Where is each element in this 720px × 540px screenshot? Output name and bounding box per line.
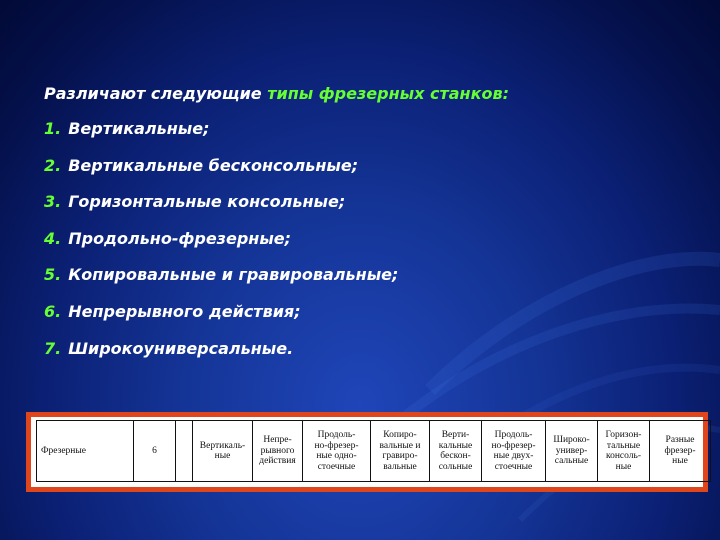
list-item bbox=[44, 302, 684, 322]
list-item bbox=[44, 265, 684, 285]
classification-table-frame bbox=[26, 412, 708, 492]
table-cell: Непре- рывного действия bbox=[253, 421, 303, 482]
list-item bbox=[44, 156, 684, 176]
list-item bbox=[44, 339, 684, 359]
classification-table bbox=[36, 420, 711, 482]
slide-content bbox=[44, 84, 684, 375]
table-cell: Верти- кальные бескон- сольные bbox=[430, 421, 482, 482]
list-item-number: 2. bbox=[44, 155, 62, 175]
machine-type-list bbox=[44, 119, 684, 359]
intro-highlight: типы фрезерных станков: bbox=[267, 84, 509, 103]
table-cell: Разные фрезер- ные bbox=[650, 421, 711, 482]
table-cell: Фрезерные bbox=[37, 421, 134, 482]
list-item-text: Вертикальные бесконсольные; bbox=[68, 155, 359, 175]
table-cell: Широко- универ- сальные bbox=[546, 421, 598, 482]
list-item-number: 7. bbox=[44, 338, 62, 358]
list-item bbox=[44, 229, 684, 249]
list-item-number: 1. bbox=[44, 119, 62, 138]
list-item-text: Непрерывного действия; bbox=[68, 301, 301, 321]
list-item-text: Вертикальные; bbox=[68, 119, 210, 138]
table-cell: 6 bbox=[134, 421, 176, 482]
list-item-text: Копировальные и гравировальные; bbox=[68, 265, 399, 285]
table-cell: Горизон- тальные консоль- ные bbox=[598, 421, 650, 482]
table-cell: Продоль- но-фрезер- ные двух- стоечные bbox=[482, 421, 546, 482]
list-item-text: Широкоуниверсальные. bbox=[68, 338, 294, 358]
table-row bbox=[37, 421, 711, 482]
intro-text: Различают следующие bbox=[44, 84, 268, 103]
intro-line bbox=[44, 84, 684, 104]
list-item-number: 5. bbox=[44, 265, 62, 285]
list-item-number: 3. bbox=[44, 192, 62, 212]
list-item bbox=[44, 192, 684, 212]
list-item bbox=[44, 119, 684, 139]
list-item-text: Продольно-фрезерные; bbox=[68, 228, 292, 248]
list-item-text: Горизонтальные консольные; bbox=[68, 192, 346, 212]
table-cell: Вертикаль- ные bbox=[193, 421, 253, 482]
list-item-number: 4. bbox=[44, 228, 62, 248]
table-cell: Продоль- но-фрезер- ные одно- стоечные bbox=[303, 421, 371, 482]
table-cell bbox=[176, 421, 193, 482]
table-cell: Копиро- вальные и гравиро- вальные bbox=[371, 421, 430, 482]
list-item-number: 6. bbox=[44, 301, 62, 321]
